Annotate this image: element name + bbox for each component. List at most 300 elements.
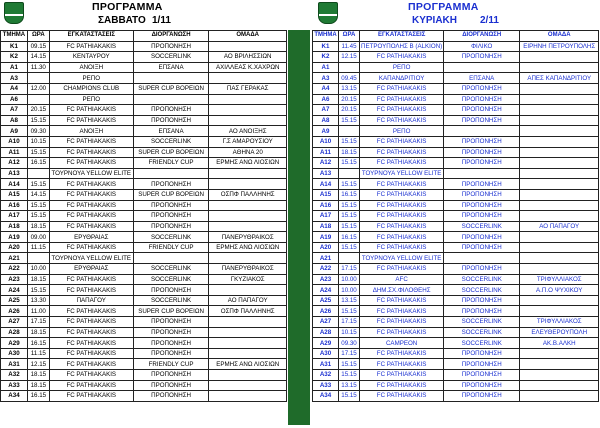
venue-cell: FC PATHIAKAKIS [49,105,133,116]
opponent-cell [520,115,599,126]
table-row [1,83,287,94]
venue-cell: FC PATHIAKAKIS [49,115,133,126]
time-cell: 16.15 [339,232,360,243]
opponent-cell: ΑΟ ΑΝΟΙΞΗΣ [209,126,287,137]
table-row [313,348,599,359]
time-cell [339,168,360,179]
table-row [313,242,599,253]
time-cell: 15.15 [27,200,49,211]
table-row [313,391,599,402]
venue-cell: CHAMPIONS CLUB [49,83,133,94]
venue-cell: FC PATHIAKAKIS [360,391,444,402]
team-cell: A28 [1,327,28,338]
time-cell: 13.15 [339,295,360,306]
time-cell: 18.15 [27,221,49,232]
table-row [1,348,287,359]
time-cell: 18.15 [339,147,360,158]
venue-cell: FC PATHIAKAKIS [49,380,133,391]
time-cell: 10.00 [27,264,49,275]
venue-cell: FC PATHIAKAKIS [49,391,133,402]
table-row [1,147,287,158]
time-cell: 15.15 [27,285,49,296]
table-row [1,391,287,402]
table-row [1,179,287,190]
opponent-cell [209,94,287,105]
opponent-cell [520,200,599,211]
time-cell [27,253,49,264]
time-cell: 12.15 [27,359,49,370]
team-cell: A14 [1,179,28,190]
time-cell: 17.15 [339,348,360,359]
competition-cell: FRIENDLY CUP [133,158,209,169]
table-row [313,200,599,211]
col-header-competition: ΔΙΟΡΓΑΝΩΣΗ [444,31,520,42]
venue-cell: ΤΟΥΡΝΟΥΑ YELLOW ELITE [360,168,444,179]
venue-cell: FC PATHIAKAKIS [49,211,133,222]
team-cell: A32 [313,370,339,381]
table-row [1,253,287,264]
competition-cell [444,126,520,137]
team-cell: A11 [313,147,339,158]
competition-cell: ΠΡΟΠΟΝΗΣΗ [444,211,520,222]
team-cell: A27 [1,317,28,328]
time-cell: 15.15 [339,179,360,190]
opponent-cell: ΠΑΝΕΡΥΘΡΑΙΚΟΣ [209,232,287,243]
venue-cell: FC PATHIAKAKIS [360,94,444,105]
venue-cell: FC PATHIAKAKIS [360,83,444,94]
time-cell: 09.00 [27,232,49,243]
team-cell: A26 [1,306,28,317]
team-cell: A17 [313,211,339,222]
table-row [1,317,287,328]
team-cell: A24 [313,285,339,296]
venue-cell: FC PATHIAKAKIS [49,348,133,359]
time-cell: 17.15 [27,317,49,328]
venue-cell: ΡΕΠΟ [360,62,444,73]
table-row [313,359,599,370]
team-cell: A4 [313,83,339,94]
time-cell: 15.15 [27,211,49,222]
opponent-cell: ΤΡΙΦΥΛΛΙΑΚΟΣ [520,274,599,285]
col-header-competition: ΔΙΟΡΓΑΝΩΣΗ [133,31,209,42]
venue-cell: FC PATHIAKAKIS [360,136,444,147]
venue-cell: FC PATHIAKAKIS [49,370,133,381]
table-row [313,52,599,63]
table-row [313,274,599,285]
venue-cell: FC PATHIAKAKIS [360,52,444,63]
opponent-cell: ΕΙΡΗΝΗ ΠΕΤΡΟΥΠΟΛΗΣ [520,41,599,52]
venue-cell: FC PATHIAKAKIS [360,221,444,232]
opponent-cell [520,62,599,73]
green-divider [288,30,310,425]
venue-cell: FC PATHIAKAKIS [360,232,444,243]
opponent-cell [209,41,287,52]
competition-cell: ΠΡΟΠΟΝΗΣΗ [444,391,520,402]
venue-cell: FC PATHIAKAKIS [49,306,133,317]
team-cell: A23 [313,274,339,285]
venue-cell: FC PATHIAKAKIS [360,115,444,126]
venue-cell: FC PATHIAKAKIS [360,295,444,306]
opponent-cell [209,200,287,211]
table-row [313,211,599,222]
opponent-cell [209,285,287,296]
time-cell: 16.15 [339,189,360,200]
competition-cell: ΠΡΟΠΟΝΗΣΗ [444,264,520,275]
table-row [1,306,287,317]
time-cell: 15.15 [27,115,49,126]
table-row [313,41,599,52]
col-header-opponent: ΟΜΑΔΑ [520,31,599,42]
time-cell [27,73,49,84]
opponent-cell: ΕΡΜΗΣ ΑΝΩ ΛΙΟΣΙΩΝ [209,158,287,169]
competition-cell: ΠΡΟΠΟΝΗΣΗ [444,115,520,126]
opponent-cell [520,179,599,190]
table-row [1,105,287,116]
venue-cell: ΠΑΠΑΓΟΥ [49,295,133,306]
saturday-header [0,0,287,30]
competition-cell: ΠΡΟΠΟΝΗΣΗ [444,232,520,243]
opponent-cell [520,83,599,94]
competition-cell: SUPER CUP ΒΟΡΕΙΩΝ [133,189,209,200]
table-row [1,126,287,137]
venue-cell: FC PATHIAKAKIS [360,189,444,200]
time-cell: 13.30 [27,295,49,306]
team-cell: A9 [1,126,28,137]
venue-cell: FC PATHIAKAKIS [360,264,444,275]
table-row [1,211,287,222]
team-cell: A1 [1,62,28,73]
opponent-cell: ΑΚ.Β.ΑΛΚΗ [520,338,599,349]
time-cell: 15.15 [339,211,360,222]
opponent-cell [209,73,287,84]
team-cell: A8 [1,115,28,126]
competition-cell: ΠΡΟΠΟΝΗΣΗ [133,105,209,116]
venue-cell: ΑΝΟΙΞΗ [49,62,133,73]
opponent-cell: ΤΡΙΦΥΛΛΙΑΚΟΣ [520,317,599,328]
team-cell: A16 [313,200,339,211]
competition-cell: ΠΡΟΠΟΝΗΣΗ [133,179,209,190]
competition-cell: ΠΡΟΠΟΝΗΣΗ [444,52,520,63]
time-cell: 12.15 [339,52,360,63]
venue-cell: ΤΟΥΡΝΟΥΑ YELLOW ELITE [49,168,133,179]
team-cell: A13 [313,168,339,179]
table-row [1,62,287,73]
competition-cell: SOCCERLINK [133,264,209,275]
competition-cell [133,73,209,84]
competition-cell: ΠΡΟΠΟΝΗΣΗ [133,200,209,211]
table-row [1,338,287,349]
competition-cell: ΦΙΛΙΚΟ [444,41,520,52]
competition-cell: ΕΠΣΑΝΑ [444,73,520,84]
time-cell: 10.00 [339,274,360,285]
opponent-cell [209,317,287,328]
saturday-day: ΣΑΒΒΑΤΟ [98,15,146,26]
venue-cell: FC PATHIAKAKIS [360,317,444,328]
time-cell: 15.15 [27,179,49,190]
time-cell [339,126,360,137]
team-cell: A28 [313,327,339,338]
table-row [313,295,599,306]
table-row [313,189,599,200]
venue-cell: FC PATHIAKAKIS [49,158,133,169]
venue-cell: FC PATHIAKAKIS [360,348,444,359]
team-cell: A4 [1,83,28,94]
time-cell: 15.15 [339,221,360,232]
opponent-cell [520,94,599,105]
venue-cell: FC PATHIAKAKIS [360,380,444,391]
opponent-cell [209,327,287,338]
venue-cell: FC PATHIAKAKIS [49,327,133,338]
time-cell: 15.15 [339,359,360,370]
venue-cell: FC PATHIAKAKIS [49,317,133,328]
team-cell: A3 [313,73,339,84]
team-cell: A14 [313,179,339,190]
club-logo-icon [318,2,338,24]
opponent-cell [209,253,287,264]
team-cell: A1 [313,62,339,73]
competition-cell: SOCCERLINK [444,317,520,328]
time-cell: 18.15 [27,370,49,381]
time-cell: 09.30 [27,126,49,137]
table-row [1,73,287,84]
sunday-table [312,30,599,402]
competition-cell: SOCCERLINK [444,327,520,338]
table-row [313,115,599,126]
opponent-cell [520,147,599,158]
competition-cell: ΠΡΟΠΟΝΗΣΗ [444,306,520,317]
opponent-cell: ΕΛΕΥΘΕΡΟΥΠΟΛΗ [520,327,599,338]
time-cell: 10.15 [339,327,360,338]
competition-cell: ΠΡΟΠΟΝΗΣΗ [444,158,520,169]
club-logo-icon [4,2,24,24]
competition-cell: SOCCERLINK [133,274,209,285]
venue-cell: FC PATHIAKAKIS [360,370,444,381]
competition-cell [444,62,520,73]
time-cell: 15.15 [339,391,360,402]
team-cell: K2 [1,52,28,63]
saturday-sheet [0,0,287,428]
time-cell: 11.30 [27,62,49,73]
sunday-day: ΚΥΡΙΑΚΗ [412,15,458,26]
team-cell: A25 [313,295,339,306]
team-cell: A18 [313,221,339,232]
table-row [1,274,287,285]
team-cell: A13 [1,168,28,179]
venue-cell: AFC [360,274,444,285]
competition-cell: ΠΡΟΠΟΝΗΣΗ [444,147,520,158]
team-cell: A19 [313,232,339,243]
col-header-venue: ΕΓΚΑΤΑΣΤΑΣΕΙΣ [49,31,133,42]
team-cell: A31 [313,359,339,370]
team-cell: K1 [313,41,339,52]
team-cell: A29 [1,338,28,349]
venue-cell: FC PATHIAKAKIS [49,189,133,200]
table-row [313,83,599,94]
table-row [1,380,287,391]
table-row [313,370,599,381]
team-cell: A32 [1,370,28,381]
table-row [313,327,599,338]
time-cell: 11.45 [339,41,360,52]
time-cell: 20.15 [27,105,49,116]
team-cell: A19 [1,232,28,243]
col-header-opponent: ΟΜΑΔΑ [209,31,287,42]
team-cell: A16 [1,200,28,211]
time-cell: 15.15 [339,370,360,381]
opponent-cell [520,359,599,370]
opponent-cell: ΑΘΗΝΑ 20 [209,147,287,158]
competition-cell: ΠΡΟΠΟΝΗΣΗ [444,94,520,105]
opponent-cell: ΕΡΜΗΣ ΑΝΩ ΛΙΟΣΙΩΝ [209,359,287,370]
table-row [313,105,599,116]
time-cell: 18.15 [27,274,49,285]
venue-cell: FC PATHIAKAKIS [360,147,444,158]
venue-cell: FC PATHIAKAKIS [360,359,444,370]
venue-cell: FC PATHIAKAKIS [360,306,444,317]
opponent-cell [520,168,599,179]
opponent-cell [209,338,287,349]
time-cell: 16.15 [27,158,49,169]
time-cell: 20.15 [339,105,360,116]
competition-cell: ΠΡΟΠΟΝΗΣΗ [444,200,520,211]
opponent-cell: ΓΚΥΖΙΑΚΟΣ [209,274,287,285]
time-cell: 12.00 [27,83,49,94]
competition-cell: SOCCERLINK [133,295,209,306]
table-row [1,52,287,63]
team-cell: A29 [313,338,339,349]
venue-cell: FC PATHIAKAKIS [49,338,133,349]
table-row [313,94,599,105]
table-row [313,221,599,232]
opponent-cell: ΑΟ ΠΑΠΑΓΟΥ [520,221,599,232]
competition-cell: SOCCERLINK [444,338,520,349]
venue-cell: ΔΗΜ.ΣΧ.ΦΙΛΟΘΕΗΣ [360,285,444,296]
venue-cell: FC PATHIAKAKIS [360,105,444,116]
time-cell: 20.15 [339,94,360,105]
team-cell: A22 [1,264,28,275]
time-cell: 15.15 [339,242,360,253]
table-row [313,264,599,275]
venue-cell: ΡΕΠΟ [49,73,133,84]
table-row [313,62,599,73]
time-cell: 11.15 [27,242,49,253]
table-row [313,285,599,296]
venue-cell: FC PATHIAKAKIS [49,179,133,190]
venue-cell: ΚΑΠΑΝΔΡΙΤΙΟΥ [360,73,444,84]
venue-cell: ΤΟΥΡΝΟΥΑ YELLOW ELITE [360,253,444,264]
competition-cell: SOCCERLINK [444,285,520,296]
competition-cell: FRIENDLY CUP [133,359,209,370]
opponent-cell [520,264,599,275]
team-cell: A7 [313,105,339,116]
table-row [313,126,599,137]
opponent-cell [520,380,599,391]
time-cell: 15.15 [27,147,49,158]
competition-cell: SOCCERLINK [444,274,520,285]
opponent-cell: ΟΣΠΦ ΠΑΛΛΗΝΗΣ [209,306,287,317]
time-cell: 14.15 [27,52,49,63]
team-cell: A15 [313,189,339,200]
team-cell: A20 [1,242,28,253]
opponent-cell: ΑΟ ΒΡΙΛΗΣΣΙΩΝ [209,52,287,63]
table-row [313,179,599,190]
time-cell: 10.00 [339,285,360,296]
sunday-sheet [312,0,600,428]
competition-cell: ΠΡΟΠΟΝΗΣΗ [133,348,209,359]
competition-cell [133,94,209,105]
col-header-time: ΩΡΑ [27,31,49,42]
team-cell: A22 [313,264,339,275]
col-header-team: ΤΜΗΜΑ [313,31,339,42]
time-cell: 18.15 [27,380,49,391]
table-row [1,285,287,296]
venue-cell: FC PATHIAKAKIS [360,158,444,169]
table-row [313,306,599,317]
competition-cell: ΠΡΟΠΟΝΗΣΗ [444,348,520,359]
time-cell: 16.15 [27,338,49,349]
table-row [313,147,599,158]
competition-cell: SOCCERLINK [133,136,209,147]
opponent-cell [520,189,599,200]
time-cell: 09.30 [339,338,360,349]
time-cell: 09.45 [339,73,360,84]
team-cell: A27 [313,317,339,328]
competition-cell [133,253,209,264]
competition-cell: SUPER CUP ΒΟΡΕΙΩΝ [133,83,209,94]
time-cell: 15.15 [339,136,360,147]
venue-cell: FC PATHIAKAKIS [49,242,133,253]
time-cell [339,253,360,264]
opponent-cell [209,115,287,126]
saturday-table [0,30,287,402]
time-cell: 18.15 [27,327,49,338]
table-row [1,94,287,105]
venue-cell: FC PATHIAKAKIS [49,274,133,285]
time-cell: 09.15 [27,41,49,52]
table-row [1,264,287,275]
table-row [1,115,287,126]
opponent-cell [209,221,287,232]
time-cell: 14.15 [27,189,49,200]
venue-cell: FC PATHIAKAKIS [360,211,444,222]
table-row [1,158,287,169]
competition-cell: ΠΡΟΠΟΝΗΣΗ [133,338,209,349]
table-row [313,253,599,264]
venue-cell: ΕΡΥΘΡΑΙΑΣ [49,264,133,275]
opponent-cell [520,295,599,306]
table-row [313,380,599,391]
competition-cell: ΠΡΟΠΟΝΗΣΗ [133,115,209,126]
competition-cell: ΠΡΟΠΟΝΗΣΗ [133,41,209,52]
opponent-cell [520,105,599,116]
venue-cell: FC PATHIAKAKIS [360,242,444,253]
time-cell: 15.15 [339,306,360,317]
opponent-cell [520,232,599,243]
competition-cell: ΠΡΟΠΟΝΗΣΗ [444,380,520,391]
team-cell: K1 [1,41,28,52]
table-row [313,317,599,328]
competition-cell [444,253,520,264]
saturday-date: 1/11 [152,15,171,26]
opponent-cell [209,348,287,359]
competition-cell: ΕΠΣΑΝΑ [133,126,209,137]
table-row [1,189,287,200]
team-cell: A9 [313,126,339,137]
time-cell [27,94,49,105]
col-header-time: ΩΡΑ [339,31,360,42]
venue-cell: ΡΕΠΟ [49,94,133,105]
table-row [1,232,287,243]
